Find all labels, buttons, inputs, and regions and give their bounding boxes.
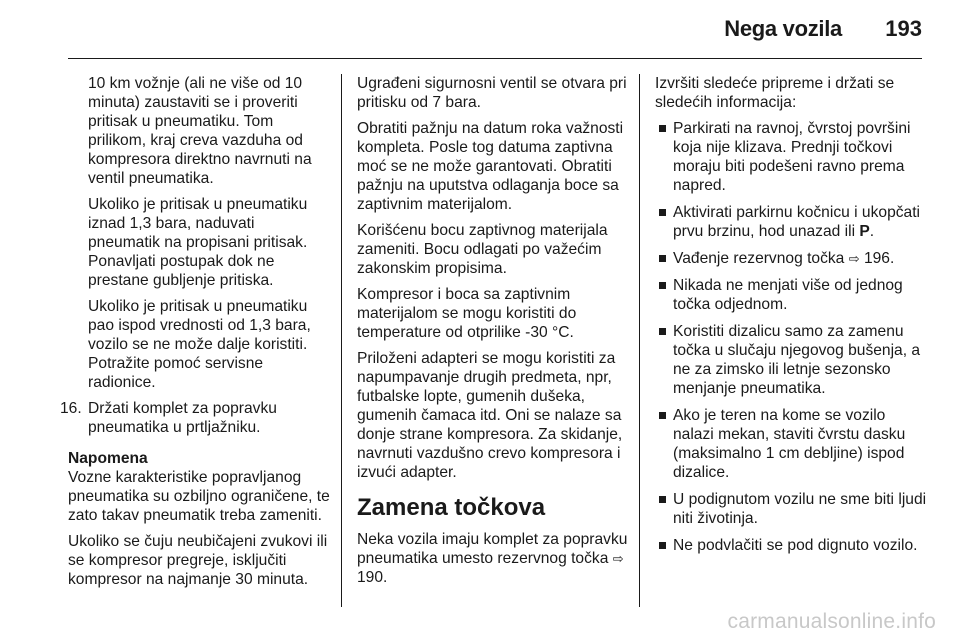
step-number: 16.: [60, 400, 82, 417]
note-paragraph: Ukoliko se čuju neubičajeni zvukovi ili se kompresor pregreje, isključiti kompresor na najmanje 30 minuta.: [68, 533, 328, 588]
list-item: [655, 536, 930, 555]
page-header: [0, 0, 960, 58]
list-item-text: Ako je teren na kome se vozilo nalazi mekan, staviti čvrstu dasku (maksimalno 1 cm debljine) ispod dizalice.: [673, 407, 906, 481]
paragraph: Ukoliko je pritisak u pneumatiku iznad 1,3 bara, naduvati pneumatik na propisani pritisak. Ponavljati postupak dok ne prestane gubljenje pritiska.: [88, 196, 308, 289]
step-text: Držati komplet za popravku pneumatika u prtljažniku.: [88, 400, 277, 436]
bullet-list: [655, 119, 930, 555]
bullet-square-icon: [659, 255, 666, 262]
list-item-text: Aktivirati parkirnu kočnicu i ukopčati prvu brzinu, hod unazad ili: [673, 204, 921, 240]
bullet-square-icon: [659, 125, 666, 132]
note-heading: Napomena: [68, 450, 148, 467]
list-item-text: Nikada ne menjati više od jednog točka odjednom.: [673, 277, 903, 313]
paragraph: Obratiti pažnju na datum roka važnosti kompleta. Posle tog datuma zaptivna moć se ne može garantovati. Obratiti pažnju na uputstva odlaganja boce sa zaptivnim materijalom.: [357, 120, 624, 213]
paragraph: Ukoliko je pritisak u pneumatiku pao ispod vrednosti od 1,3 bara, vozilo se ne može dalje koristiti. Potražite pomoć servisne radionice.: [88, 298, 311, 391]
column-middle: [357, 74, 629, 594]
paragraph: Priloženi adapteri se mogu koristiti za napumpavanje drugih predmeta, npr, futbalske lopte, gumenih dušeka, gumenih čamaca itd. Oni se nalaze sa donje strane kompresora. Za skidanje, navrnuti vazdušno crevo kompresora i izvući adapter.: [357, 350, 623, 481]
paragraph-text: Neka vozila imaju komplet za popravku pneumatika umesto rezervnog točka: [357, 531, 628, 567]
list-item-text: Ne podvlačiti se pod dignuto vozilo.: [673, 537, 918, 554]
bullet-square-icon: [659, 412, 666, 419]
list-item: [655, 322, 930, 398]
list-item: [655, 203, 930, 241]
column-divider-right: [639, 74, 640, 607]
list-item: [655, 249, 930, 268]
page-number: 193: [885, 16, 922, 41]
list-item: [655, 406, 930, 482]
page-reference-link[interactable]: 196.: [863, 250, 895, 267]
header-rule: [68, 58, 922, 59]
paragraph: Ugrađeni sigurnosni ventil se otvara pri pritisku od 7 bara.: [357, 75, 627, 111]
column-divider-left: [341, 74, 342, 607]
note-paragraph: Vozne karakteristike popravljanog pneumatika su ozbiljno ograničene, te zato takav pneumatik treba zameniti.: [68, 469, 330, 524]
list-item-text: U podignutom vozilu ne sme biti ljudi niti životinja.: [673, 491, 927, 527]
column-left: [60, 74, 330, 596]
site-watermark: carmanualsonline.info: [727, 610, 936, 633]
bullet-square-icon: [659, 209, 666, 216]
list-item-punctuation: .: [869, 223, 875, 240]
bullet-square-icon: [659, 542, 666, 549]
list-item-text: Vađenje rezervnog točka: [673, 250, 845, 267]
bullet-square-icon: [659, 496, 666, 503]
list-item-text: Koristiti dizalicu samo za zamenu točka u slučaju njegovog bušenja, a ne za zimsko ili letnje sezonsko menjanje pneumatika.: [673, 323, 921, 397]
section-heading: Zamena točkova: [357, 494, 546, 521]
paragraph: 10 km vožnje (ali ne više od 10 minuta) zaustaviti se i proveriti pritisak u pneumatiku. Tom prilikom, kraj creva vazduha od kompresora direktno navrnuti na ventil pneumatika.: [88, 75, 312, 187]
bullet-square-icon: [659, 328, 666, 335]
reference-arrow-icon: ⇨: [612, 551, 624, 566]
list-item: [655, 490, 930, 528]
list-item: [655, 276, 930, 314]
paragraph: Korišćenu bocu zaptivnog materijala zameniti. Bocu odlagati po važećim zakonskim propisima.: [357, 222, 608, 277]
list-item: [655, 119, 930, 195]
gear-position-label: P: [859, 223, 870, 240]
reference-arrow-icon: ⇨: [848, 251, 860, 266]
list-item-text: Parkirati na ravnoj, čvrstoj površini koja nije klizava. Prednji točkovi moraju biti podešeni ravno prema napred.: [673, 120, 911, 194]
bullet-square-icon: [659, 282, 666, 289]
page-reference-link[interactable]: 190.: [357, 569, 388, 586]
column-right: [655, 74, 930, 563]
paragraph: Izvršiti sledeće pripreme i držati se sledećih informacija:: [655, 75, 895, 111]
paragraph: [357, 530, 629, 587]
section-title: Nega vozila: [724, 16, 842, 41]
numbered-step: [60, 399, 330, 437]
paragraph: Kompresor i boca sa zaptivnim materijalom se mogu koristiti do temperature od otprilike -30 °C.: [357, 286, 577, 341]
